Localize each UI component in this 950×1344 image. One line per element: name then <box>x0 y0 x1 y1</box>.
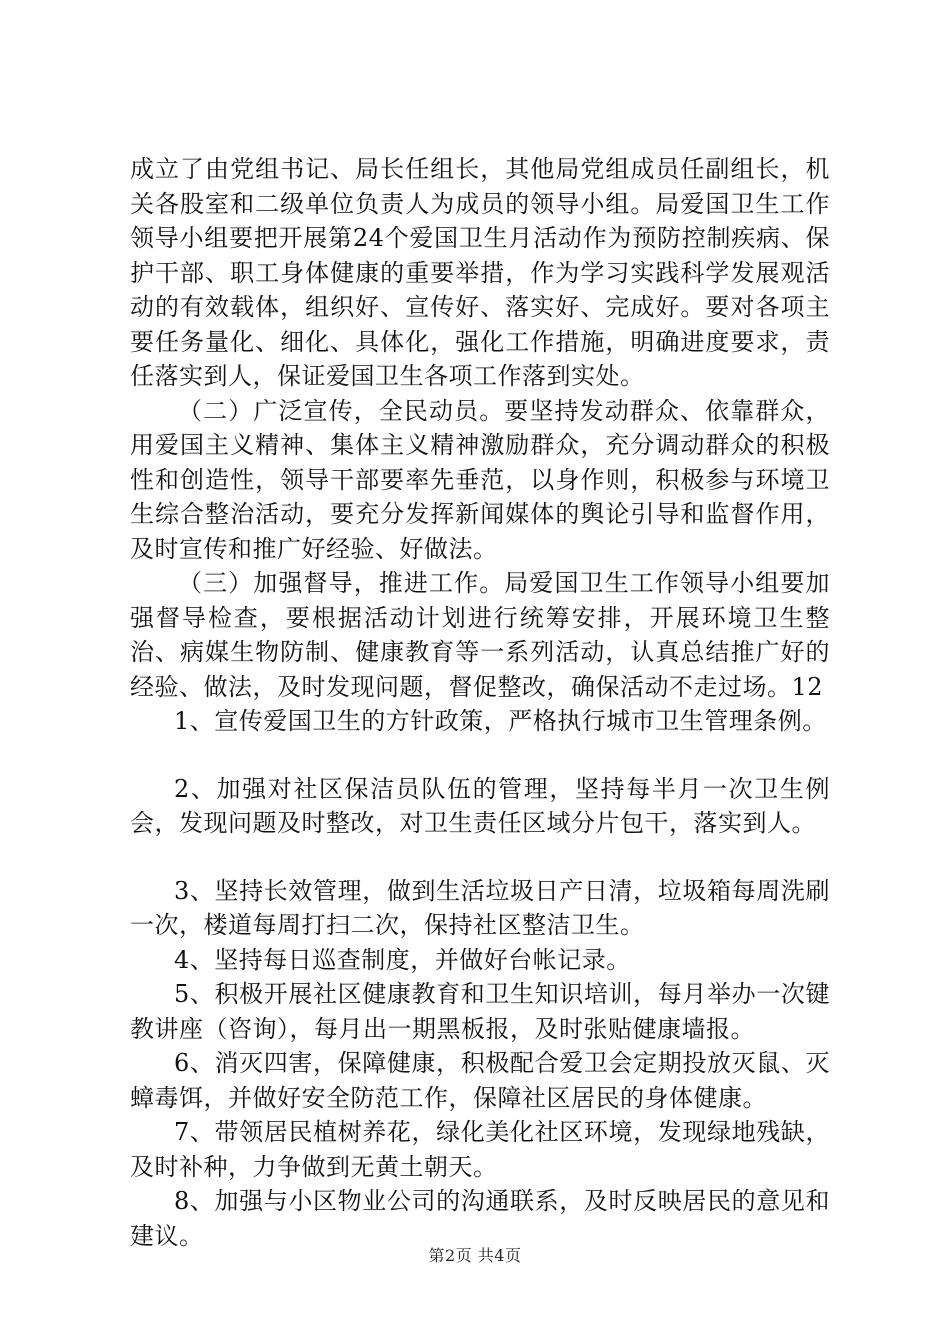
list-item-6: 6、消灭四害，保障健康，积极配合爱卫会定期投放灭鼠、灭蟑毒饵，并做好安全防范工作，保障社区居民的身体健康。 <box>130 1049 830 1112</box>
list-item-5: 5、积极开展社区健康教育和卫生知识培训，每月举办一次键教讲座（咨询），每月出一期黑板报，及时张贴健康墙报。 <box>130 980 830 1043</box>
list-item-7: 7、带领居民植树养花，绿化美化社区环境，发现绿地残缺，及时补种，力争做到无黄土朝天。 <box>130 1118 830 1181</box>
document-body <box>130 152 830 1253</box>
page-number-footer: 第2页 共4页 <box>428 1246 522 1265</box>
paragraph-supervision: （三）加强督导，推进工作。局爱国卫生工作领导小组要加强督导检查，要根据活动计划进行统筹安排，开展环境卫生整治、病媒生物防制、健康教育等一系列活动，认真总结推广好的经验、做法，及时发现问题，督促整改，确保活动不走过场。12 <box>130 569 830 701</box>
list-item-8: 8、加强与小区物业公司的沟通联系，及时反映居民的意见和建议。 <box>130 1187 830 1250</box>
list-item-2: 2、加强对社区保洁员队伍的管理，坚持每半月一次卫生例会，发现问题及时整改，对卫生责任区域分片包干，落实到人。 <box>130 774 830 837</box>
list-item-3: 3、坚持长效管理，做到生活垃圾日产日清，垃圾箱每周洗刷一次，楼道每周打扫二次，保持社区整洁卫生。 <box>130 876 830 939</box>
list-item-1: 1、宣传爱国卫生的方针政策，严格执行城市卫生管理条例。 <box>174 707 827 735</box>
paragraph-publicity: （二）广泛宣传，全民动员。要坚持发动群众、依靠群众，用爱国主义精神、集体主义精神激励群众，充分调动群众的积极性和创造性，领导干部要率先垂范，以身作则，积极参与环境卫生综合整治活动，要充分发挥新闻媒体的舆论引导和监督作用，及时宣传和推广好经验、好做法。 <box>130 396 830 563</box>
list-item-4: 4、坚持每日巡查制度，并做好台帐记录。 <box>174 945 631 974</box>
paragraph-leadership-group: 成立了由党组书记、局长任组长，其他局党组成员任副组长，机关各股室和二级单位负责人为成员的领导小组。局爱国卫生工作领导小组要把开展第24个爱国卫生月活动作为预防控制疾病、保护干部、职工身体健康的重要举措，作为学习实践科学发展观活动的有效载体，组织好、宣传好、落实好、完成好。要对各项主要任务量化、细化、具体化，强化工作措施，明确进度要求，责任落实到人，保证爱国卫生各项工作落到实处。 <box>130 155 830 390</box>
